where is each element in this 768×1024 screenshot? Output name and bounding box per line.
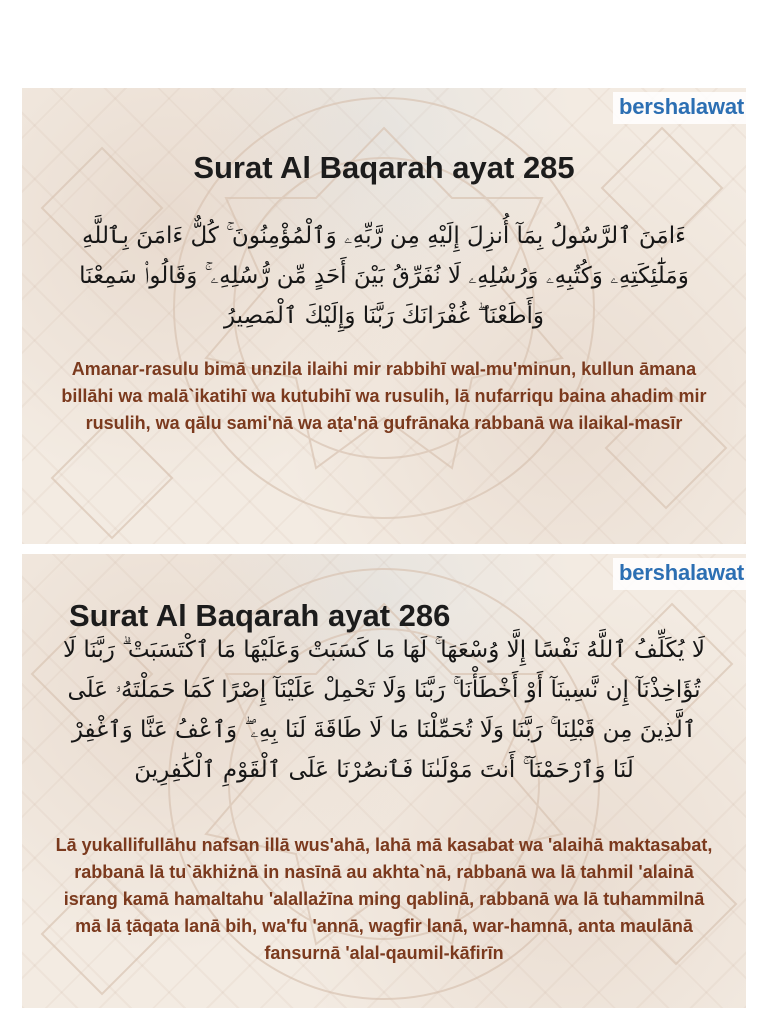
ayat-285-card: [22, 88, 746, 544]
ayat-286-arabic-text: لَا يُكَلِّفُ ٱللَّهُ نَفْسًا إِلَّا وُسْعَهَا ۚ لَهَا مَا كَسَبَتْ وَعَلَيْهَا مَا ٱكْتَسَبَتْ ۗ رَبَّنَا لَا تُؤَاخِذْنَآ إِن نَّسِينَآ أَوْ أَخْطَأْنَا ۚ رَبَّنَا وَلَا تَحْمِلْ عَلَيْنَآ إِصْرًا كَمَا حَمَلْتَهُۥ عَلَى ٱلَّذِينَ مِن قَبْلِنَا ۚ رَبَّنَا وَلَا تُحَمِّلْنَا مَا لَا طَاقَةَ لَنَا بِهِۦ ۖ وَٱعْفُ عَنَّا وَٱغْفِرْ لَنَا وَٱرْحَمْنَآ ۚ أَنتَ مَوْلَىٰنَا فَٱنصُرْنَا عَلَى ٱلْقَوْمِ ٱلْكَٰفِرِينَ: [62, 637, 705, 783]
ayat-286-title: Surat Al Baqarah ayat 286: [69, 597, 451, 633]
bershalawat-logo: bershalawat: [613, 92, 746, 124]
ayat-285-arabic-text: ءَامَنَ ٱلرَّسُولُ بِمَآ أُنزِلَ إِلَيْهِ مِن رَّبِّهِۦ وَٱلْمُؤْمِنُونَ ۚ كُلٌّ ءَامَنَ بِٱللَّهِ وَمَلَٰٓئِكَتِهِۦ وَكُتُبِهِۦ وَرُسُلِهِۦ لَا نُفَرِّقُ بَيْنَ أَحَدٍ مِّن رُّسُلِهِۦ ۚ وَقَالُوا۟ سَمِعْنَا وَأَطَعْنَا ۖ غُفْرَانَكَ رَبَّنَا وَإِلَيْكَ ٱلْمَصِيرُ: [79, 223, 689, 329]
bershalawat-logo: bershalawat: [613, 558, 746, 590]
ayat-286-card: [22, 554, 746, 1008]
ayat-286-transliteration: Lā yukallifullāhu nafsan illā wus'ahā, lahā mā kasabat wa 'alaihā maktasabat, rabbanā lā tu`ākhiżnā in nasīnā au akhta`nā, rabbanā wa lā tahmil 'alainā israng kamā hamaltahu 'alallażīna ming qablinā, rabbanā wa lā tuhammilnā mā lā ṭāqata lanā bih, wa'fu 'annā, wagfir lanā, war-hamnā, anta maulānā fansurnā 'alal-qaumil-kāfirīn: [55, 835, 713, 963]
ayat-285-transliteration: Amanar-rasulu bimā unzila ilaihi mir rabbihī wal-mu'minun, kullun āmana billāhi wa malā`ikatihī wa kutubihī wa rusulih, lā nufarriqu baina ahadim mir rusulih, wa qālu sami'nā wa aṭa'nā gufrānaka rabbanā wa ilaikal-masīr: [61, 359, 707, 433]
ayat-285-title: Surat Al Baqarah ayat 285: [193, 149, 575, 185]
